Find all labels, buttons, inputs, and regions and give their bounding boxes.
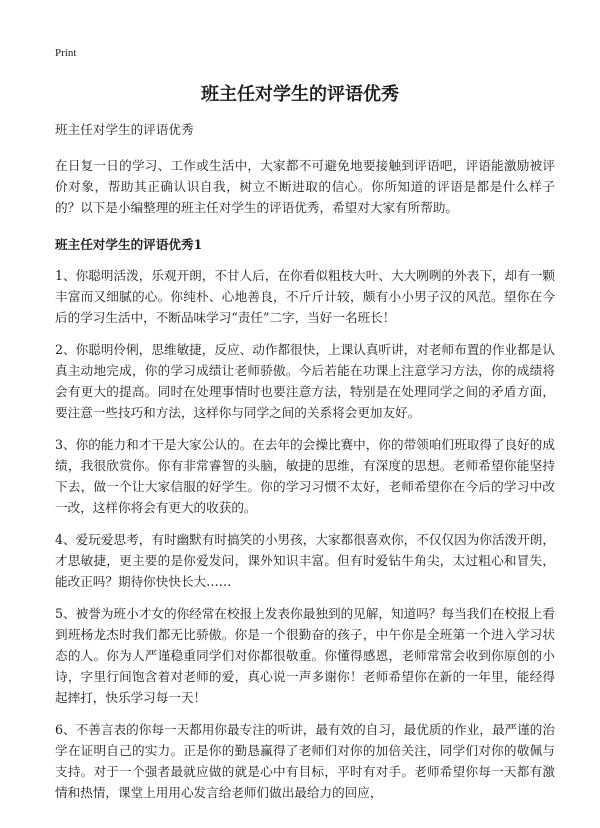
comment-paragraph-1: 1、你聪明活泼，乐观开朗，不甘人后，在你看似粗枝大叶、大大咧咧的外表下，却有一颗丰富而又细腻的心。你纯朴、心地善良，不斤斤计较，颇有小小男子汉的风范。望你在今后的学习生活中，不断品味学习“责任”二字，当好一名班长！ (55, 268, 555, 325)
document-title: 班主任对学生的评语优秀 (201, 84, 399, 105)
comment-paragraph-6: 6、不善言表的你每一天都用你最专注的听讲，最有效的自习，最优质的作业，最严谨的治学在证明自己的实力。正是你的勤恳赢得了老师们对你的加倍关注，同学们对你的敬佩与支持。对于一个强者最就应做的就是心中有目标，平时有对手。老师希望你每一天都有激情和热情，课堂上用用心发言给老师们做出最给力的回应， (55, 722, 555, 800)
comment-paragraph-4: 4、爱玩爱思考，有时幽默有时搞笑的小男孩，大家都很喜欢你，不仅仅因为你活泼开朗，才思敏捷，更主要的是你爱发问，课外知识丰富。但有时爱钻牛角尖，太过粗心和冒失，能改正吗？期待你快快长大…… (55, 532, 555, 589)
document-subtitle: 班主任对学生的评语优秀 (55, 122, 194, 137)
print-link[interactable]: Print (55, 47, 77, 59)
intro-paragraph: 在日复一日的学习、工作或生活中，大家都不可避免地要接触到评语吧，评语能激励被评价对象，帮助其正确认识自我，树立不断进取的信心。你所知道的评语是都是什么样子的？以下是小编整理的班主任对学生的评语优秀，希望对大家有所帮助。 (55, 158, 555, 215)
document-body (55, 119, 555, 814)
comment-paragraph-5: 5、被誉为班小才女的你经常在校报上发表你最独到的见解，知道吗？每当我们在校报上看到班杨龙杰时我们都无比骄傲。你是一个很勤奋的孩子，中午你是全班第一个进入学习状态的人。你为人严谨稳重同学们对你都很敬重。你懂得感恩，老师常常会收到你原创的小诗，字里行间饱含着对老师的爱，真心说一声多谢你！老师希望你在新的一年里，能经得起摔打，快乐学习每一天！ (55, 606, 555, 705)
comment-paragraph-2: 2、你聪明伶俐，思维敏捷，反应、动作都很快，上课认真听讲，对老师布置的作业都是认真主动地完成，你的学习成绩让老师骄傲。今后若能在功课上注意学习方法，你的成绩将会有更大的提高。同时在处理事情时也要注意方法，特别是在处理同学之间的矛盾方面，要注意一些技巧和方法，这样你与同学之间的关系将会更加友好。 (55, 342, 555, 420)
comment-paragraph-3: 3、你的能力和才干是大家公认的。在去年的会操比赛中，你的带领咱们班取得了良好的成绩，我很欣赏你。你有非常睿智的头脑，敏捷的思维，有深度的思想。老师希望你能坚持下去，做一个让大家信服的好学生。你的学习习惯不太好，老师希望你在今后的学习中改一改，这样你将会有更大的收获的。 (55, 437, 555, 515)
section-heading: 班主任对学生的评语优秀1 (55, 237, 203, 252)
